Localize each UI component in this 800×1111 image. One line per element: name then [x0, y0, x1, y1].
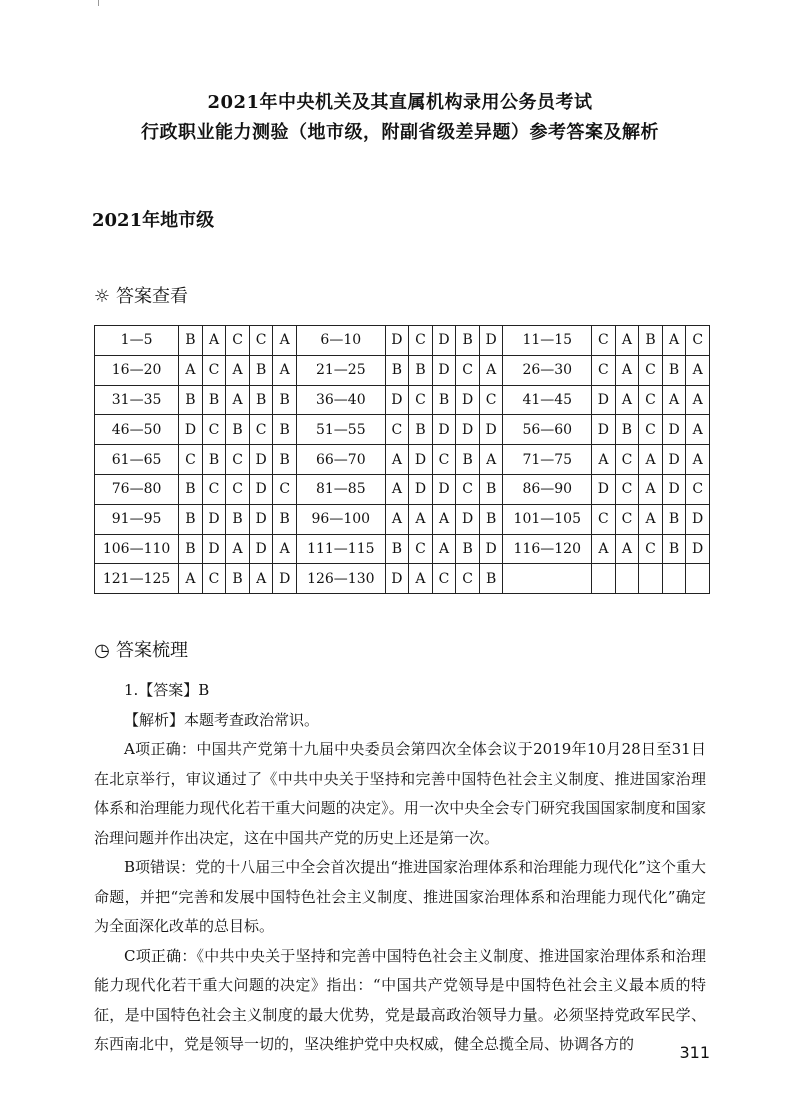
answer-cell: C: [226, 326, 250, 356]
answer-check-heading: [92, 282, 188, 308]
question-range-cell: 41—45: [503, 385, 592, 415]
answer-cell: B: [179, 385, 203, 415]
answer-cell: C: [686, 326, 710, 356]
answer-cell: D: [202, 504, 226, 534]
answer-cell: B: [385, 355, 409, 385]
answer-cell: A: [479, 355, 503, 385]
answer-cell: A: [226, 534, 250, 564]
answer-cell: B: [249, 385, 273, 415]
answer-cell: D: [432, 474, 456, 504]
answer-cell: B: [202, 445, 226, 475]
answer-cell: A: [226, 385, 250, 415]
answer-cell: C: [639, 355, 663, 385]
answer-cell: D: [249, 534, 273, 564]
answer-cell: A: [179, 564, 203, 594]
answer-table-row: [95, 564, 710, 594]
document-title-line1: 2021年中央机关及其直属机构录用公务员考试: [207, 92, 593, 113]
answer-review-label: 答案梳理: [116, 640, 188, 661]
answer-cell: C: [639, 385, 663, 415]
answer-cell: A: [273, 534, 297, 564]
answer-cell: A: [686, 355, 710, 385]
answer-cell: A: [615, 385, 639, 415]
answer-cell: C: [179, 445, 203, 475]
question-range-cell: 106—110: [95, 534, 179, 564]
option-b-paragraph: B项错误：党的十八届三中全会首次提出“推进国家治理体系和治理能力现代化”这个重大命题，并把“完善和发展中国特色社会主义制度、推进国家治理体系和治理能力现代化”确定为全面深化改革的总目标。: [94, 858, 706, 935]
answer-cell: B: [479, 564, 503, 594]
clock-icon: ◷: [94, 640, 110, 661]
answer-cell: [662, 564, 686, 594]
answer-table-row: [95, 504, 710, 534]
answer-cell: C: [202, 474, 226, 504]
question-range-cell: 61—65: [95, 445, 179, 475]
answer-cell: B: [456, 326, 480, 356]
answer-cell: B: [179, 326, 203, 356]
question-range-cell: 121—125: [95, 564, 179, 594]
answer-table-row: [95, 445, 710, 475]
answer-table: [94, 325, 710, 594]
answer-cell: C: [615, 474, 639, 504]
answer-cell: A: [385, 504, 409, 534]
answer-cell: D: [592, 415, 616, 445]
answer-cell: B: [202, 385, 226, 415]
answer-cell: D: [385, 385, 409, 415]
answer-cell: A: [639, 504, 663, 534]
answer-cell: D: [249, 504, 273, 534]
answer-cell: D: [409, 474, 433, 504]
answer-cell: B: [479, 474, 503, 504]
answer-cell: C: [409, 534, 433, 564]
answer-cell: C: [273, 474, 297, 504]
answer-cell: D: [273, 564, 297, 594]
answer-cell: C: [249, 326, 273, 356]
question-range-cell: 46—50: [95, 415, 179, 445]
answer-cell: C: [686, 474, 710, 504]
answer-cell: C: [592, 326, 616, 356]
answer-table-row: [95, 385, 710, 415]
answer-cell: A: [662, 385, 686, 415]
answer-cell: [686, 564, 710, 594]
answer-cell: [639, 564, 663, 594]
answer-cell: C: [409, 385, 433, 415]
answer-cell: B: [662, 534, 686, 564]
answer-cell: B: [273, 415, 297, 445]
answer-cell: A: [686, 415, 710, 445]
answer-cell: C: [226, 474, 250, 504]
answer-cell: D: [479, 326, 503, 356]
answer-cell: A: [686, 445, 710, 475]
answer-cell: D: [432, 326, 456, 356]
answer-cell: C: [479, 385, 503, 415]
answer-cell: A: [639, 445, 663, 475]
answer-cell: C: [639, 534, 663, 564]
answer-cell: C: [456, 355, 480, 385]
answer-cell: B: [226, 504, 250, 534]
answer-cell: C: [592, 504, 616, 534]
question-range-cell: 51—55: [296, 415, 385, 445]
answer-table-row: [95, 326, 710, 356]
answer-cell: B: [409, 415, 433, 445]
question-range-cell: 26—30: [503, 355, 592, 385]
answer-cell: C: [639, 415, 663, 445]
answer-cell: C: [432, 445, 456, 475]
answer-cell: A: [432, 504, 456, 534]
answer-cell: D: [385, 564, 409, 594]
answer-cell: B: [456, 534, 480, 564]
answer-cell: B: [409, 355, 433, 385]
answer-cell: B: [639, 326, 663, 356]
answer-cell: B: [226, 564, 250, 594]
question-range-cell: 101—105: [503, 504, 592, 534]
answer-cell: B: [179, 534, 203, 564]
answer-cell: C: [202, 415, 226, 445]
answer-cell: C: [615, 504, 639, 534]
answer-review-heading: [92, 636, 188, 662]
answer-cell: D: [456, 415, 480, 445]
answer-cell: A: [409, 504, 433, 534]
question-range-cell: 71—75: [503, 445, 592, 475]
answer-cell: A: [479, 445, 503, 475]
question-range-cell: 111—115: [296, 534, 385, 564]
answer-cell: C: [202, 355, 226, 385]
answer-cell: B: [479, 504, 503, 534]
answer-cell: D: [456, 385, 480, 415]
question-range-cell: 11—15: [503, 326, 592, 356]
answer-cell: A: [592, 534, 616, 564]
answer-cell: B: [273, 385, 297, 415]
scan-mark: [98, 0, 99, 6]
answer-cell: C: [385, 415, 409, 445]
answer-cell: A: [273, 326, 297, 356]
answer-cell: C: [456, 474, 480, 504]
answer-cell: A: [432, 534, 456, 564]
question-range-cell: 36—40: [296, 385, 385, 415]
answer-cell: D: [592, 385, 616, 415]
answer-cell: A: [615, 534, 639, 564]
question-range-cell: 56—60: [503, 415, 592, 445]
option-c-paragraph: C项正确：《中共中央关于坚持和完善中国特色社会主义制度、推进国家治理体系和治理能力现代化若干重大问题的决定》指出：“中国共产党领导是中国特色社会主义最本质的特征，是中国特色社会主义制度的最大优势，党是最高政治领导力量。必须坚持党政军民学、东西南北中，党是领导一切的，坚决维护党中央权威，健全总揽全局、协调各方的: [94, 946, 706, 1053]
answer-cell: B: [615, 415, 639, 445]
answer-cell: D: [479, 534, 503, 564]
answer-cell: A: [273, 355, 297, 385]
answer-cell: B: [249, 355, 273, 385]
document-title-line2: 行政职业能力测验（地市级，附副省级差异题）参考答案及解析: [141, 122, 659, 143]
question-1-explanation: [94, 676, 706, 1060]
question-range-cell: 86—90: [503, 474, 592, 504]
answer-check-label: 答案查看: [116, 286, 188, 307]
answer-cell: A: [179, 355, 203, 385]
answer-cell: A: [202, 326, 226, 356]
option-a-paragraph: A项正确：中国共产党第十九届中央委员会第四次全体会议于2019年10月28日至31日在北京举行，审议通过了《中共中央关于坚持和完善中国特色社会主义制度、推进国家治理体系和治理能力现代化若干重大问题的决定》。用一次中央全会专门研究我国国家制度和国家治理问题并作出决定，这在中国共产党的历史上还是第一次。: [94, 740, 706, 847]
answer-cell: B: [662, 355, 686, 385]
answer-cell: C: [615, 445, 639, 475]
answer-cell: D: [592, 474, 616, 504]
answer-cell: A: [226, 355, 250, 385]
answer-cell: B: [456, 445, 480, 475]
answer-cell: B: [385, 534, 409, 564]
answer-cell: B: [662, 504, 686, 534]
answer-cell: D: [686, 504, 710, 534]
answer-cell: D: [479, 415, 503, 445]
answer-cell: C: [409, 326, 433, 356]
answer-cell: B: [273, 445, 297, 475]
answer-cell: B: [226, 415, 250, 445]
answer-cell: D: [432, 415, 456, 445]
answer-cell: B: [179, 504, 203, 534]
answer-cell: C: [226, 445, 250, 475]
answer-cell: D: [202, 534, 226, 564]
page-number: 311: [679, 1043, 710, 1062]
answer-cell: A: [409, 564, 433, 594]
answer-cell: [615, 564, 639, 594]
answer-cell: C: [249, 415, 273, 445]
question-range-cell: 16—20: [95, 355, 179, 385]
answer-table-row: [95, 534, 710, 564]
answer-cell: D: [179, 415, 203, 445]
question-range-cell: 76—80: [95, 474, 179, 504]
question-range-cell: [503, 564, 592, 594]
answer-cell: D: [432, 355, 456, 385]
question-range-cell: 31—35: [95, 385, 179, 415]
answer-cell: B: [179, 474, 203, 504]
answer-cell: D: [385, 326, 409, 356]
answer-cell: D: [662, 415, 686, 445]
answer-table-row: [95, 415, 710, 445]
answer-cell: D: [249, 474, 273, 504]
answer-line: 1.【答案】B: [124, 681, 210, 699]
answer-cell: B: [432, 385, 456, 415]
answer-table-row: [95, 355, 710, 385]
answer-cell: A: [385, 445, 409, 475]
answer-cell: D: [249, 445, 273, 475]
question-range-cell: 81—85: [296, 474, 385, 504]
answer-cell: B: [273, 504, 297, 534]
answer-cell: C: [202, 564, 226, 594]
answer-cell: D: [662, 445, 686, 475]
answer-cell: D: [686, 534, 710, 564]
answer-cell: A: [639, 474, 663, 504]
answer-cell: A: [385, 474, 409, 504]
answer-cell: D: [456, 504, 480, 534]
answer-table-row: [95, 474, 710, 504]
answer-cell: D: [662, 474, 686, 504]
question-range-cell: 21—25: [296, 355, 385, 385]
question-range-cell: 1—5: [95, 326, 179, 356]
sun-icon: ☼: [93, 286, 111, 307]
answer-cell: C: [592, 355, 616, 385]
question-range-cell: 6—10: [296, 326, 385, 356]
answer-cell: A: [615, 326, 639, 356]
question-range-cell: 66—70: [296, 445, 385, 475]
answer-cell: C: [432, 564, 456, 594]
answer-cell: A: [686, 385, 710, 415]
question-range-cell: 116—120: [503, 534, 592, 564]
analysis-line: 【解析】本题考查政治常识。: [124, 710, 320, 729]
question-range-cell: 126—130: [296, 564, 385, 594]
answer-cell: A: [249, 564, 273, 594]
section-year-heading: 2021年地市级: [92, 210, 215, 231]
question-range-cell: 96—100: [296, 504, 385, 534]
answer-cell: C: [456, 564, 480, 594]
answer-cell: A: [662, 326, 686, 356]
question-range-cell: 91—95: [95, 504, 179, 534]
answer-cell: [592, 564, 616, 594]
answer-cell: A: [592, 445, 616, 475]
answer-cell: D: [409, 445, 433, 475]
answer-cell: A: [615, 355, 639, 385]
